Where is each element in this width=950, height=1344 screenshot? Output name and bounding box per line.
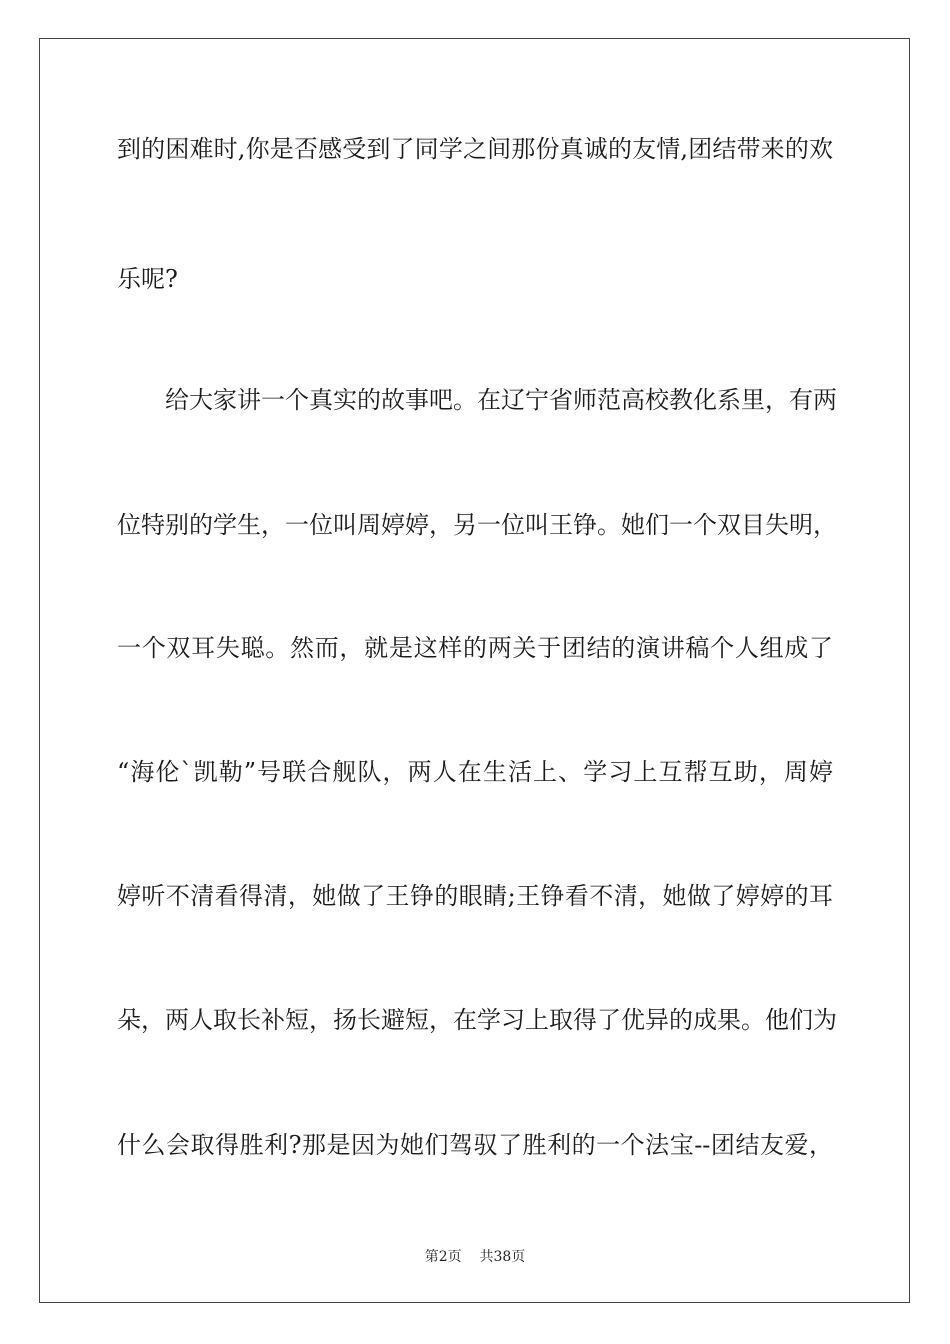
page-border [39, 38, 910, 1303]
body-text-line: 到的困难时,你是否感受到了同学之间那份真诚的友情,团结带来的欢 [117, 135, 833, 163]
body-text-line: 位特别的学生，一位叫周婷婷，另一位叫王铮。她们一个双目失明， [117, 511, 837, 539]
body-text-line: 给大家讲一个真实的故事吧。在辽宁省师范高校教化系里，有两 [117, 386, 837, 414]
body-text-line: 婷听不清看得清，她做了王铮的眼睛;王铮看不清，她做了婷婷的耳 [117, 882, 833, 910]
body-text-line: 乐呢? [117, 265, 178, 293]
page-number-footer: 第2页 共38页 [424, 1249, 526, 1265]
body-text-line: “海伦`凯勒”号联合舰队，两人在生活上、学习上互帮互助，周婷 [117, 758, 833, 786]
body-text-line: 一个双耳失聪。然而，就是这样的两关于团结的演讲稿个人组成了 [117, 634, 833, 662]
body-text-line: 朵，两人取长补短，扬长避短，在学习上取得了优异的成果。他们为 [117, 1006, 837, 1034]
body-text-line: 什么会取得胜利?那是因为她们驾驭了胜利的一个法宝--团结友爱， [117, 1131, 833, 1159]
